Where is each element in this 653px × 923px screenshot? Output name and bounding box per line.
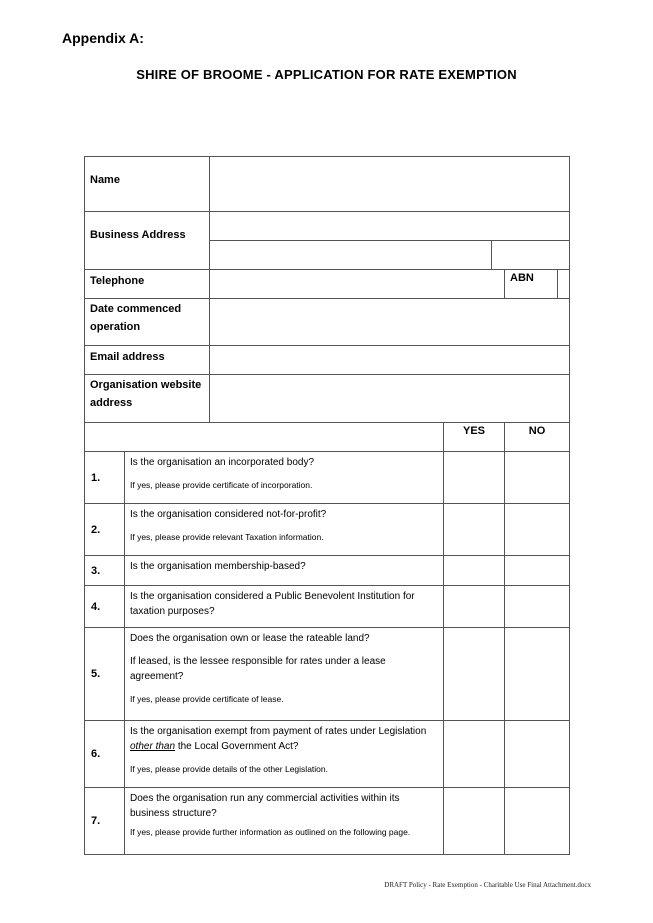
- question-main-text: Does the organisation own or lease the rateable land?: [130, 633, 370, 644]
- yes-checkbox-cell[interactable]: [443, 628, 504, 720]
- yes-checkbox-cell[interactable]: [443, 586, 504, 627]
- question-note: If yes, please provide further information as outlined on the following page.: [130, 827, 411, 837]
- name-row: [85, 157, 569, 212]
- name-label: Name: [85, 157, 210, 211]
- question-row: [85, 452, 569, 504]
- question-main-text: Does the organisation run any commercial activities within its business structure?: [130, 793, 400, 819]
- email-field[interactable]: [210, 346, 569, 374]
- question-main-text: Is the organisation membership-based?: [130, 561, 306, 572]
- no-checkbox-cell[interactable]: [504, 556, 569, 585]
- page-title: SHIRE OF BROOME - APPLICATION FOR RATE EXEMPTION: [136, 67, 517, 82]
- no-checkbox-cell[interactable]: [504, 452, 569, 503]
- date-commenced-label: Date commenced operation: [85, 299, 210, 345]
- yes-checkbox-cell[interactable]: [443, 556, 504, 585]
- question-text: [125, 628, 443, 720]
- no-checkbox-cell[interactable]: [504, 721, 569, 787]
- business-address-label: Business Address: [85, 212, 210, 269]
- question-number: 2.: [85, 504, 125, 555]
- question-main-text: Is the organisation an incorporated body?: [130, 457, 315, 468]
- question-row: [85, 556, 569, 586]
- question-text: [125, 504, 443, 555]
- no-checkbox-cell[interactable]: [504, 628, 569, 720]
- question-number: 5.: [85, 628, 125, 720]
- email-label: Email address: [85, 346, 210, 374]
- address-postcode-divider: [491, 241, 492, 269]
- question-number: 4.: [85, 586, 125, 627]
- question-row: [85, 504, 569, 556]
- question-text-end: the Local Government Act?: [175, 741, 299, 752]
- no-checkbox-cell[interactable]: [504, 504, 569, 555]
- question-row: [85, 788, 569, 854]
- business-address-row: [85, 212, 569, 270]
- question-text-start: Is the organisation exempt from payment of rates under Legislation: [130, 726, 427, 737]
- question-number: 7.: [85, 788, 125, 854]
- question-emphasis: other than: [130, 741, 176, 752]
- question-note: If yes, please provide relevant Taxation information.: [130, 532, 324, 542]
- no-checkbox-cell[interactable]: [504, 586, 569, 627]
- question-number: 6.: [85, 721, 125, 787]
- website-label: Organisation website address: [85, 375, 210, 422]
- question-number: 1.: [85, 452, 125, 503]
- question-secondary-text: If leased, is the lessee responsible for rates under a lease agreement?: [130, 656, 386, 682]
- question-text: [125, 788, 443, 854]
- yes-column-header: YES: [443, 423, 504, 451]
- question-note: If yes, please provide details of the other Legislation.: [130, 764, 328, 774]
- date-commenced-row: [85, 299, 569, 346]
- yes-checkbox-cell[interactable]: [443, 504, 504, 555]
- date-commenced-field[interactable]: [210, 299, 569, 345]
- question-main-text: [130, 724, 438, 754]
- question-header-row: [85, 423, 569, 452]
- question-text: [125, 556, 443, 585]
- question-row: [85, 628, 569, 721]
- website-row: [85, 375, 569, 423]
- question-main-text: Is the organisation considered a Public Benevolent Institution for taxation purposes?: [130, 591, 415, 617]
- address-divider: [210, 240, 569, 241]
- question-note: If yes, please provide certificate of incorporation.: [130, 480, 313, 490]
- question-text: [125, 721, 443, 787]
- application-form: [84, 156, 570, 855]
- question-text: [125, 586, 443, 627]
- question-main-text: Is the organisation considered not-for-profit?: [130, 509, 327, 520]
- question-row: [85, 721, 569, 788]
- business-address-field[interactable]: [210, 212, 569, 269]
- telephone-field[interactable]: [210, 270, 569, 298]
- question-number: 3.: [85, 556, 125, 585]
- question-note: If yes, please provide certificate of lease.: [130, 694, 284, 704]
- telephone-label: Telephone: [85, 270, 210, 298]
- email-row: [85, 346, 569, 375]
- abn-label: ABN: [504, 270, 558, 298]
- no-checkbox-cell[interactable]: [504, 788, 569, 854]
- telephone-row: [85, 270, 569, 299]
- yes-checkbox-cell[interactable]: [443, 452, 504, 503]
- question-row: [85, 586, 569, 628]
- name-field[interactable]: [210, 157, 569, 211]
- no-column-header: NO: [504, 423, 569, 451]
- question-text: [125, 452, 443, 503]
- yes-checkbox-cell[interactable]: [443, 721, 504, 787]
- website-field[interactable]: [210, 375, 569, 422]
- appendix-label: Appendix A:: [62, 30, 144, 46]
- footer-filename: DRAFT Policy - Rate Exemption - Charitable Use Final Attachment.docx: [384, 881, 591, 889]
- yes-checkbox-cell[interactable]: [443, 788, 504, 854]
